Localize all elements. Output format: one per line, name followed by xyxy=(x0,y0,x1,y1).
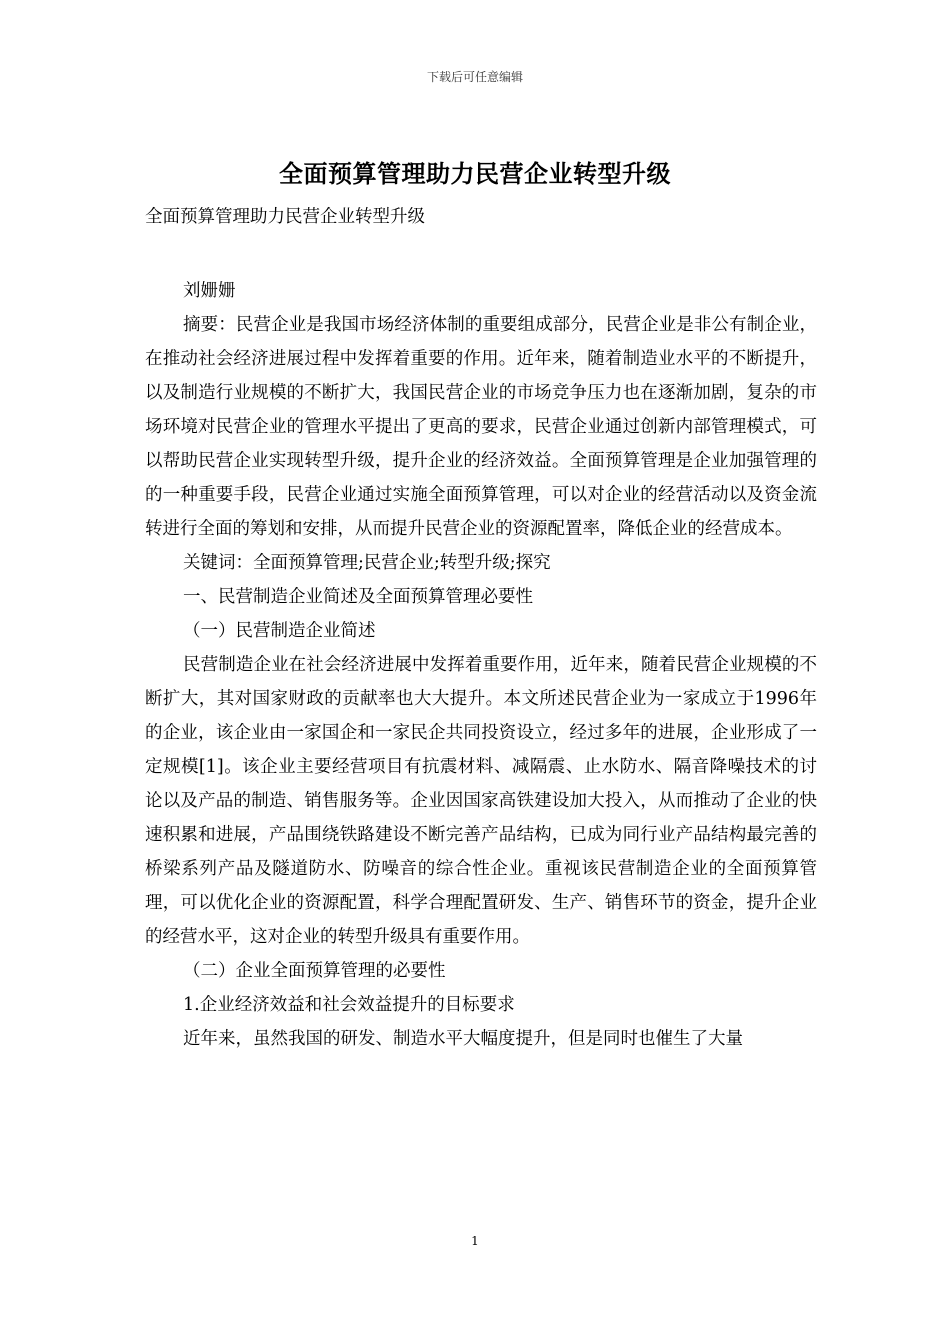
abstract-paragraph: 摘要：民营企业是我国市场经济体制的重要组成部分，民营企业是非公有制企业，在推动社会经济进展过程中发挥着重要的作用。近年来，随着制造业水平的不断提升，以及制造行业规模的不断扩大，我国民营企业的市场竞争压力也在逐渐加剧，复杂的市场环境对民营企业的管理水平提出了更高的要求，民营企业通过创新内部管理模式，可以帮助民营企业实现转型升级，提升企业的经济效益。全面预算管理是企业加强管理的的一种重要手段，民营企业通过实施全面预算管理，可以对企业的经营活动以及资金流转进行全面的筹划和安排，从而提升民营企业的资源配置率，降低企业的经营成本。 xyxy=(145,315,817,539)
section-1-1-paragraph: 民营制造企业在社会经济进展中发挥着重要作用，近年来，随着民营企业规模的不断扩大，其对国家财政的贡献率也大大提升。本文所述民营企业为一家成立于1996年的企业，该企业由一家国企和一家民企共同投资设立，经过多年的进展，企业形成了一定规模[1]。该企业主要经营项目有抗震材料、减隔震、止水防水、隔音降噪技术的讨论以及产品的制造、销售服务等。企业因国家高铁建设加大投入，从而推动了企业的快速积累和进展，产品围绕铁路建设不断完善产品结构，已成为同行业产品结构最完善的桥梁系列产品及隧道防水、防噪音的综合性企业。重视该民营制造企业的全面预算管理，可以优化企业的资源配置，科学合理配置研发、生产、销售环节的资金，提升企业的经营水平，这对企业的转型升级具有重要作用。 xyxy=(145,655,817,947)
section-heading-1-1: （一）民营制造企业简述 xyxy=(183,621,376,641)
document-body xyxy=(145,200,817,1056)
spacer xyxy=(145,234,817,274)
document-title: 全面预算管理助力民营企业转型升级 xyxy=(279,159,671,188)
section-heading-1-2: （二）企业全面预算管理的必要性 xyxy=(183,961,446,981)
author: 刘姗姗 xyxy=(183,281,236,301)
keywords: 关键词：全面预算管理;民营企业;转型升级;探究 xyxy=(183,553,551,573)
subtitle: 全面预算管理助力民营企业转型升级 xyxy=(145,207,425,227)
page-number: 1 xyxy=(471,1234,479,1248)
header-note: 下载后可任意编辑 xyxy=(426,70,523,84)
item-heading-1: 1.企业经济效益和社会效益提升的目标要求 xyxy=(183,995,515,1015)
section-heading-1: 一、民营制造企业简述及全面预算管理必要性 xyxy=(183,587,533,607)
item-1-paragraph: 近年来，虽然我国的研发、制造水平大幅度提升，但是同时也催生了大量 xyxy=(183,1029,743,1049)
